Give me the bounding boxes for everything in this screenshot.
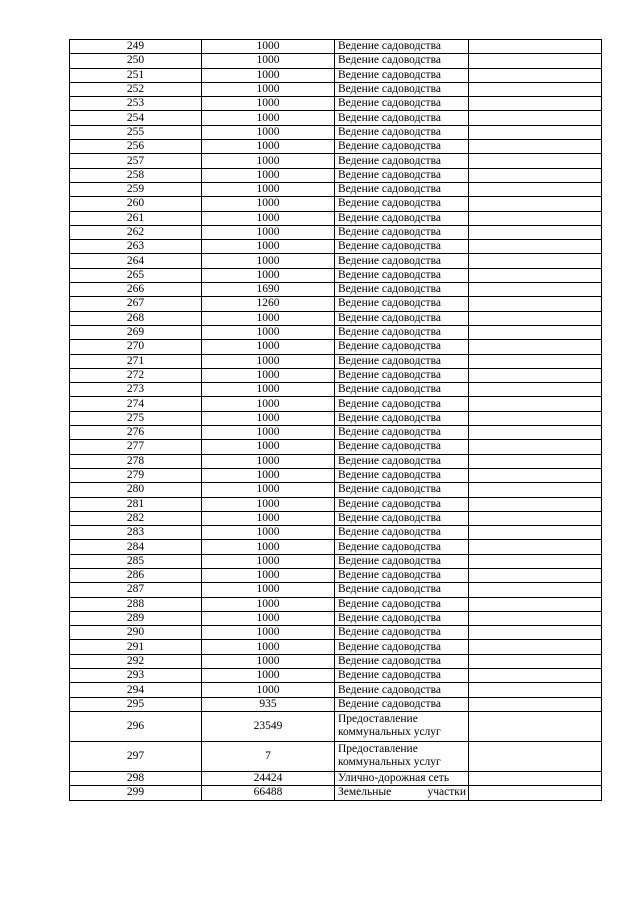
land-use-cell: Ведение садоводства: [335, 325, 469, 339]
land-use-cell: Ведение садоводства: [335, 554, 469, 568]
plot-number-cell: 268: [70, 311, 202, 325]
table-row: [70, 297, 602, 311]
plot-area-cell: 1000: [202, 383, 335, 397]
plot-number-cell: 288: [70, 597, 202, 611]
plot-number-cell: 287: [70, 583, 202, 597]
plot-number-cell: 267: [70, 297, 202, 311]
empty-cell: [469, 497, 602, 511]
plot-number-cell: 276: [70, 426, 202, 440]
plot-area-cell: 1260: [202, 297, 335, 311]
land-use-cell: Ведение садоводства: [335, 211, 469, 225]
plot-number-cell: 290: [70, 626, 202, 640]
land-use-cell: Ведение садоводства: [335, 197, 469, 211]
table-row: [70, 426, 602, 440]
empty-cell: [469, 311, 602, 325]
plot-area-cell: 23549: [202, 711, 335, 741]
empty-cell: [469, 669, 602, 683]
plot-area-cell: 1000: [202, 597, 335, 611]
empty-cell: [469, 654, 602, 668]
plot-number-cell: 262: [70, 225, 202, 239]
empty-cell: [469, 454, 602, 468]
land-use-cell: Ведение садоводства: [335, 411, 469, 425]
plot-area-cell: 1000: [202, 540, 335, 554]
plot-area-cell: 1000: [202, 526, 335, 540]
table-row: [70, 54, 602, 68]
plot-area-cell: 1000: [202, 640, 335, 654]
empty-cell: [469, 426, 602, 440]
empty-cell: [469, 40, 602, 54]
plot-number-cell: 277: [70, 440, 202, 454]
table-row: [70, 468, 602, 482]
land-use-cell: Ведение садоводства: [335, 283, 469, 297]
empty-cell: [469, 211, 602, 225]
table-row: [70, 111, 602, 125]
plot-number-cell: 254: [70, 111, 202, 125]
land-use-cell: Предоставление коммунальных услуг: [335, 741, 469, 771]
empty-cell: [469, 626, 602, 640]
empty-cell: [469, 597, 602, 611]
land-use-cell: Ведение садоводства: [335, 240, 469, 254]
land-use-cell: Ведение садоводства: [335, 154, 469, 168]
plot-number-cell: 271: [70, 354, 202, 368]
plot-area-cell: 1000: [202, 254, 335, 268]
land-use-cell: Улично-дорожная сеть: [335, 771, 469, 785]
plot-number-cell: 252: [70, 82, 202, 96]
table-row: [70, 511, 602, 525]
land-use-cell: Земельные участки: [335, 786, 469, 800]
plot-area-cell: 1000: [202, 397, 335, 411]
empty-cell: [469, 554, 602, 568]
plot-number-cell: 253: [70, 97, 202, 111]
empty-cell: [469, 125, 602, 139]
plot-number-cell: 259: [70, 182, 202, 196]
plot-number-cell: 281: [70, 497, 202, 511]
table-row: [70, 411, 602, 425]
land-use-cell: Ведение садоводства: [335, 683, 469, 697]
table-body: [70, 40, 602, 801]
land-use-cell: Ведение садоводства: [335, 125, 469, 139]
plot-area-cell: 1000: [202, 340, 335, 354]
plot-number-cell: 269: [70, 325, 202, 339]
empty-cell: [469, 568, 602, 582]
empty-cell: [469, 140, 602, 154]
table-row: [70, 254, 602, 268]
land-use-cell: Ведение садоводства: [335, 697, 469, 711]
land-use-cell: Ведение садоводства: [335, 626, 469, 640]
plot-area-cell: 1000: [202, 125, 335, 139]
plot-number-cell: 264: [70, 254, 202, 268]
plot-area-cell: 1000: [202, 140, 335, 154]
plot-number-cell: 294: [70, 683, 202, 697]
empty-cell: [469, 111, 602, 125]
plot-area-cell: 1000: [202, 654, 335, 668]
table-row: [70, 125, 602, 139]
table-row: [70, 354, 602, 368]
plot-area-cell: 7: [202, 741, 335, 771]
land-use-cell: Ведение садоводства: [335, 54, 469, 68]
plot-area-cell: 1690: [202, 283, 335, 297]
table-row: [70, 454, 602, 468]
plot-number-cell: 255: [70, 125, 202, 139]
plot-area-cell: 1000: [202, 240, 335, 254]
land-use-cell: Ведение садоводства: [335, 225, 469, 239]
land-use-cell: Ведение садоводства: [335, 526, 469, 540]
plot-number-cell: 285: [70, 554, 202, 568]
table-row: [70, 383, 602, 397]
land-use-cell: Ведение садоводства: [335, 254, 469, 268]
empty-cell: [469, 283, 602, 297]
plot-area-cell: 1000: [202, 611, 335, 625]
plot-area-cell: 1000: [202, 154, 335, 168]
table-row: [70, 526, 602, 540]
empty-cell: [469, 640, 602, 654]
plot-number-cell: 279: [70, 468, 202, 482]
plot-area-cell: 1000: [202, 511, 335, 525]
table-row: [70, 140, 602, 154]
table-row: [70, 340, 602, 354]
land-use-cell: Ведение садоводства: [335, 82, 469, 96]
plot-area-cell: 1000: [202, 225, 335, 239]
empty-cell: [469, 268, 602, 282]
table-row: [70, 741, 602, 771]
plot-area-cell: 1000: [202, 468, 335, 482]
empty-cell: [469, 397, 602, 411]
plot-area-cell: 1000: [202, 311, 335, 325]
plot-area-cell: 66488: [202, 786, 335, 800]
table-row: [70, 368, 602, 382]
table-row: [70, 697, 602, 711]
plot-number-cell: 256: [70, 140, 202, 154]
plot-number-cell: 282: [70, 511, 202, 525]
plot-area-cell: 1000: [202, 97, 335, 111]
land-use-cell: Ведение садоводства: [335, 654, 469, 668]
empty-cell: [469, 683, 602, 697]
empty-cell: [469, 225, 602, 239]
plot-area-cell: 1000: [202, 683, 335, 697]
land-use-cell: Ведение садоводства: [335, 511, 469, 525]
empty-cell: [469, 368, 602, 382]
table-row: [70, 771, 602, 785]
table-row: [70, 583, 602, 597]
plot-number-cell: 274: [70, 397, 202, 411]
empty-cell: [469, 82, 602, 96]
land-use-cell: Ведение садоводства: [335, 182, 469, 196]
land-use-cell: Ведение садоводства: [335, 583, 469, 597]
plot-area-cell: 1000: [202, 211, 335, 225]
table-row: [70, 268, 602, 282]
table-row: [70, 182, 602, 196]
land-use-cell: Ведение садоводства: [335, 40, 469, 54]
plot-area-cell: 1000: [202, 568, 335, 582]
table-row: [70, 640, 602, 654]
table-row: [70, 654, 602, 668]
land-use-cell: Ведение садоводства: [335, 68, 469, 82]
plot-number-cell: 275: [70, 411, 202, 425]
table-row: [70, 154, 602, 168]
plot-number-cell: 289: [70, 611, 202, 625]
plot-area-cell: 1000: [202, 454, 335, 468]
plot-area-cell: 1000: [202, 411, 335, 425]
table-row: [70, 611, 602, 625]
land-use-cell: Ведение садоводства: [335, 426, 469, 440]
table-row: [70, 283, 602, 297]
plot-area-cell: 1000: [202, 168, 335, 182]
plot-number-cell: 263: [70, 240, 202, 254]
plot-number-cell: 249: [70, 40, 202, 54]
plot-area-cell: 935: [202, 697, 335, 711]
plot-number-cell: 286: [70, 568, 202, 582]
plot-area-cell: 1000: [202, 111, 335, 125]
plot-area-cell: 1000: [202, 583, 335, 597]
plot-area-cell: 1000: [202, 354, 335, 368]
land-use-cell: Ведение садоводства: [335, 268, 469, 282]
empty-cell: [469, 254, 602, 268]
table-row: [70, 626, 602, 640]
land-use-cell: Ведение садоводства: [335, 97, 469, 111]
empty-cell: [469, 540, 602, 554]
table-row: [70, 554, 602, 568]
empty-cell: [469, 297, 602, 311]
land-use-cell: Ведение садоводства: [335, 354, 469, 368]
land-use-cell: Ведение садоводства: [335, 383, 469, 397]
plot-number-cell: 260: [70, 197, 202, 211]
plot-area-cell: 1000: [202, 268, 335, 282]
land-use-cell: Ведение садоводства: [335, 440, 469, 454]
empty-cell: [469, 168, 602, 182]
plot-number-cell: 258: [70, 168, 202, 182]
plot-number-cell: 291: [70, 640, 202, 654]
table-row: [70, 440, 602, 454]
plot-area-cell: 1000: [202, 182, 335, 196]
table-row: [70, 669, 602, 683]
empty-cell: [469, 383, 602, 397]
land-use-cell: Ведение садоводства: [335, 497, 469, 511]
empty-cell: [469, 54, 602, 68]
table-row: [70, 397, 602, 411]
plot-number-cell: 261: [70, 211, 202, 225]
empty-cell: [469, 440, 602, 454]
plot-number-cell: 283: [70, 526, 202, 540]
plot-area-cell: 1000: [202, 325, 335, 339]
empty-cell: [469, 197, 602, 211]
land-use-cell: Ведение садоводства: [335, 669, 469, 683]
table-row: [70, 240, 602, 254]
land-use-cell: Ведение садоводства: [335, 111, 469, 125]
table-row: [70, 311, 602, 325]
empty-cell: [469, 354, 602, 368]
empty-cell: [469, 526, 602, 540]
empty-cell: [469, 411, 602, 425]
land-use-cell: Ведение садоводства: [335, 540, 469, 554]
plot-area-cell: 1000: [202, 197, 335, 211]
plot-number-cell: 296: [70, 711, 202, 741]
plot-area-cell: 1000: [202, 497, 335, 511]
land-plots-table: [69, 39, 602, 801]
land-use-cell: Ведение садоводства: [335, 340, 469, 354]
empty-cell: [469, 741, 602, 771]
land-use-cell: Ведение садоводства: [335, 640, 469, 654]
plot-number-cell: 257: [70, 154, 202, 168]
empty-cell: [469, 771, 602, 785]
land-use-cell: Ведение садоводства: [335, 140, 469, 154]
land-use-cell: Ведение садоводства: [335, 297, 469, 311]
empty-cell: [469, 240, 602, 254]
land-use-cell: Ведение садоводства: [335, 483, 469, 497]
table-row: [70, 211, 602, 225]
plot-number-cell: 266: [70, 283, 202, 297]
plot-number-cell: 265: [70, 268, 202, 282]
table-row: [70, 786, 602, 800]
plot-number-cell: 299: [70, 786, 202, 800]
table-row: [70, 82, 602, 96]
table-row: [70, 597, 602, 611]
table-row: [70, 97, 602, 111]
plot-number-cell: 250: [70, 54, 202, 68]
plot-number-cell: 272: [70, 368, 202, 382]
table-row: [70, 197, 602, 211]
plot-area-cell: 1000: [202, 54, 335, 68]
plot-area-cell: 1000: [202, 483, 335, 497]
plot-number-cell: 270: [70, 340, 202, 354]
empty-cell: [469, 468, 602, 482]
empty-cell: [469, 483, 602, 497]
table-row: [70, 711, 602, 741]
plot-area-cell: 1000: [202, 40, 335, 54]
empty-cell: [469, 511, 602, 525]
table-row: [70, 568, 602, 582]
empty-cell: [469, 583, 602, 597]
empty-cell: [469, 786, 602, 800]
empty-cell: [469, 68, 602, 82]
plot-number-cell: 298: [70, 771, 202, 785]
plot-number-cell: 251: [70, 68, 202, 82]
table-row: [70, 40, 602, 54]
land-use-cell: Ведение садоводства: [335, 397, 469, 411]
plot-area-cell: 1000: [202, 82, 335, 96]
plot-area-cell: 1000: [202, 626, 335, 640]
plot-area-cell: 1000: [202, 554, 335, 568]
plot-area-cell: 1000: [202, 426, 335, 440]
plot-number-cell: 284: [70, 540, 202, 554]
plot-number-cell: 278: [70, 454, 202, 468]
plot-area-cell: 1000: [202, 368, 335, 382]
table-row: [70, 683, 602, 697]
land-use-cell: Ведение садоводства: [335, 597, 469, 611]
empty-cell: [469, 611, 602, 625]
land-use-cell: Ведение садоводства: [335, 311, 469, 325]
table-row: [70, 168, 602, 182]
empty-cell: [469, 711, 602, 741]
plot-number-cell: 292: [70, 654, 202, 668]
empty-cell: [469, 97, 602, 111]
table-row: [70, 483, 602, 497]
empty-cell: [469, 154, 602, 168]
plot-area-cell: 24424: [202, 771, 335, 785]
empty-cell: [469, 340, 602, 354]
land-use-cell: Ведение садоводства: [335, 168, 469, 182]
plot-area-cell: 1000: [202, 669, 335, 683]
table-row: [70, 540, 602, 554]
empty-cell: [469, 182, 602, 196]
land-use-cell: Предоставление коммунальных услуг: [335, 711, 469, 741]
land-use-cell: Ведение садоводства: [335, 368, 469, 382]
table-row: [70, 325, 602, 339]
land-use-cell: Ведение садоводства: [335, 454, 469, 468]
land-use-cell: Ведение садоводства: [335, 568, 469, 582]
empty-cell: [469, 325, 602, 339]
plot-number-cell: 280: [70, 483, 202, 497]
plot-area-cell: 1000: [202, 440, 335, 454]
table-row: [70, 68, 602, 82]
land-use-cell: Ведение садоводства: [335, 611, 469, 625]
plot-number-cell: 293: [70, 669, 202, 683]
table-row: [70, 225, 602, 239]
plot-number-cell: 297: [70, 741, 202, 771]
plot-number-cell: 295: [70, 697, 202, 711]
plot-area-cell: 1000: [202, 68, 335, 82]
plot-number-cell: 273: [70, 383, 202, 397]
empty-cell: [469, 697, 602, 711]
table-row: [70, 497, 602, 511]
land-use-cell: Ведение садоводства: [335, 468, 469, 482]
